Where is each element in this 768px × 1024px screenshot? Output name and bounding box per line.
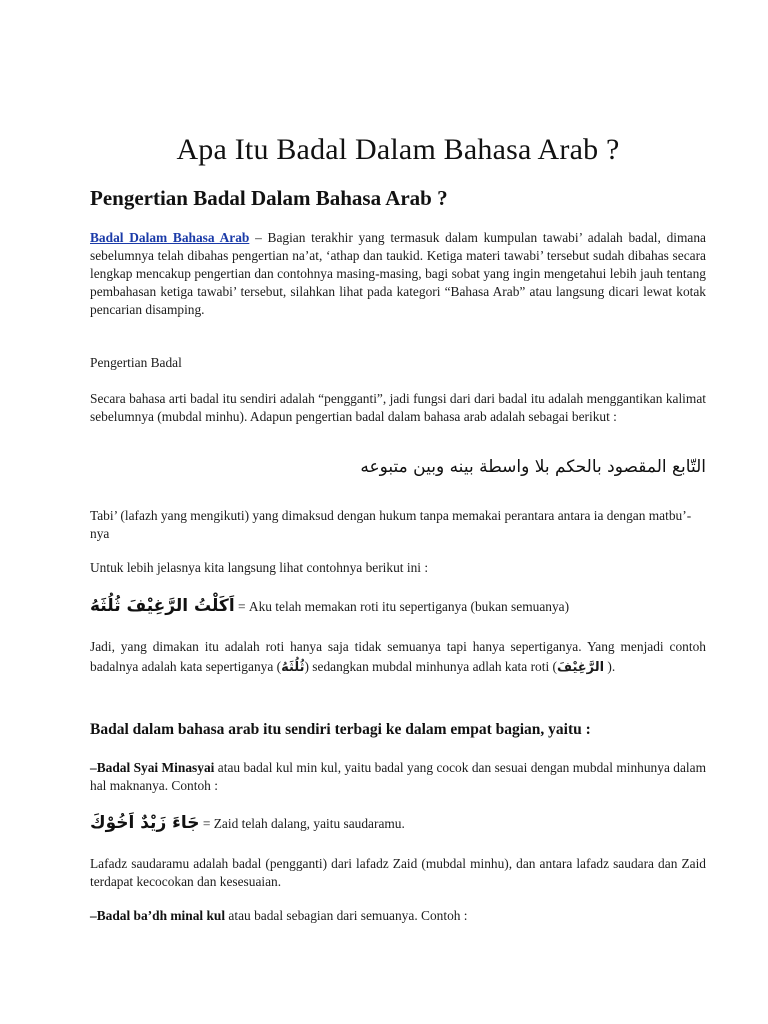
arabic-definition: التّابع المقصود بالحكم بلا واسطة بينه وبين متبوعه (360, 457, 706, 477)
pengertian-label: Pengertian Badal (90, 355, 182, 370)
example-2-arabic: جَاءَ زَيْدٌ اَخُوْكَ (90, 813, 200, 833)
definition-paragraph: Secara bahasa arti badal itu sendiri adalah “pengganti”, jadi fungsi dari dari badal itu adalah menggantikan kalimat sebelumnya (mubdal minhu). Adapun pengertian badal dalam bahasa arab adalah sebagai berikut : (90, 391, 706, 424)
page-title: Apa Itu Badal Dalam Bahasa Arab ? (176, 133, 620, 166)
tabi-paragraph: Tabi’ (lafazh yang mengikuti) yang dimaksud dengan hukum tanpa memakai perantara antara ia dengan matbu’-nya (90, 508, 692, 541)
example-2-explanation: Lafadz saudaramu adalah badal (pengganti) dari lafadz Zaid (mubdal minhu), dan antara lafadz saudara dan Zaid terdapat kecocokan dan kesesuaian. (90, 856, 706, 889)
example-1-translation: = Aku telah memakan roti itu sepertiganya (bukan semuanya) (234, 599, 570, 614)
badal-article-link[interactable]: Badal Dalam Bahasa Arab (90, 230, 250, 245)
explanation-arabic-mubdal: الرَّغِيْفَ (556, 660, 605, 675)
explanation-text-3: ). (604, 659, 616, 674)
example-1-explanation (90, 637, 706, 678)
intro-paragraph (90, 229, 706, 319)
explanation-arabic-badal: ثُلُثَهُ (281, 660, 305, 675)
section-subtitle: Pengertian Badal Dalam Bahasa Arab ? (90, 186, 448, 210)
type-1-description: atau badal kul min kul, yaitu badal yang cocok dan sesuai dengan mubdal minhunya dalam hal maknanya. Contoh : (90, 760, 707, 793)
type-1-paragraph (90, 759, 706, 795)
types-heading: Badal dalam bahasa arab itu sendiri terbagi ke dalam empat bagian, yaitu : (90, 721, 591, 738)
explanation-text-1: Jadi, yang dimakan itu adalah roti hanya saja tidak semuanya tapi hanya sepertiganya. Yang menjadi contoh badalnya adalah kata sepertiganya ( (90, 639, 706, 674)
type-2-name: –Badal ba’dh minal kul (90, 908, 226, 923)
type-2-paragraph (90, 907, 706, 925)
explanation-text-2: ) sedangkan mubdal minhunya adlah kata roti ( (304, 659, 557, 674)
example-1-arabic: اَكَلْتُ الرَّغِيْفَ ثُلُثَهُ (90, 596, 235, 616)
example-2-translation: = Zaid telah dalang, yaitu saudaramu. (199, 816, 405, 831)
example-intro: Untuk lebih jelasnya kita langsung lihat contohnya berikut ini : (90, 560, 429, 575)
type-2-description: atau badal sebagian dari semuanya. Contoh : (225, 908, 468, 923)
type-1-name: –Badal Syai Minasyai (90, 760, 215, 775)
intro-text: – Bagian terakhir yang termasuk dalam kumpulan tawabi’ adalah badal, dimana sebelumnya telah dibahas pengertian na’at, ‘athap dan taukid. Ketiga materi tawabi’ tersebut sudah dibahas secara lengkap mencakup pengertian dan contohnya masing-masing, bagi sobat yang ingin mengetahui lebih jauh tentang pembahasan ketiga tawabi’ tersebut, silahkan lihat pada kategori “Bahasa Arab” atau langsung dicari lewat kotak pencarian disamping. (90, 230, 706, 317)
example-1 (90, 595, 569, 618)
example-2 (90, 812, 405, 835)
